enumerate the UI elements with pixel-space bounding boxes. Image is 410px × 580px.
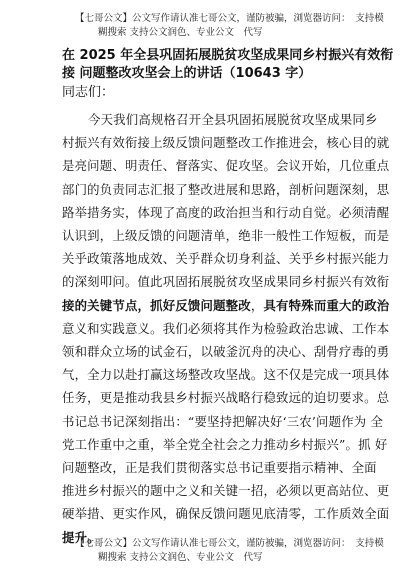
body-line: 关乎政策落地成效、关乎群众切身利益、关乎乡村振兴能力 bbox=[62, 251, 390, 267]
document-title bbox=[62, 47, 407, 83]
body-line: 是亮问题、明责任、督落实、促攻坚。会议开始，几位重点 bbox=[62, 158, 390, 174]
body-line-emphasis bbox=[62, 294, 407, 317]
page-footer-notice bbox=[75, 537, 405, 565]
header-line-1: 【七哥公文】公文写作请认准七哥公文，谨防被骗，浏览器访问： 支持模 bbox=[75, 13, 384, 24]
footer-line-1: 【七哥公文】公文写作请认准七哥公文，谨防被骗，浏览器访问： 支持模 bbox=[75, 538, 384, 549]
body-line: 气，全力以赴打赢这场整改攻坚战。这不仅是完成一项具体 bbox=[62, 367, 390, 383]
body-line-last: 提升。 bbox=[62, 529, 100, 545]
body-line: 的深刻叩问。值此巩固拓展脱贫攻坚成果同乡村振兴有效衔 bbox=[62, 274, 390, 290]
speech-body bbox=[62, 108, 407, 549]
body-line: 任务，更是推动我县乡村振兴战略行稳致远的迫切要求。总 bbox=[62, 390, 390, 406]
body-line: 领和群众立场的试金石，以破釜沉舟的决心、刮骨疗毒的勇 bbox=[62, 344, 390, 360]
body-line: 推进乡村振兴的题中之义和关键一招，必须以更高站位、更 bbox=[62, 483, 390, 499]
body-line: 问题整改，正是我们贯彻落实总书记重要指示精神、全面 bbox=[62, 460, 377, 476]
body-line: 认识到，上级反馈的问题清单，绝非一般性工作短板，而是 bbox=[62, 228, 390, 244]
body-line: 部门的负责同志汇报了整改进展和思路，剖析问题深刻，思 bbox=[62, 181, 390, 197]
bold-phrase: 具有特殊而重大的政治 bbox=[263, 297, 390, 313]
body-line: 硬举措、更实作风，确保反馈问题见底清零，工作质效全面 bbox=[62, 506, 390, 522]
punctuation: ， bbox=[250, 297, 264, 313]
header-line-2: 糊搜索 支持公文润色、专业公文 代写 bbox=[98, 27, 263, 38]
body-line: 党工作重中之重，举全党全社会之力推动乡村振兴”。抓 好 bbox=[62, 436, 388, 452]
bold-phrase: 抓好反馈问题整改 bbox=[150, 297, 251, 313]
bold-phrase: 接的关键节点， bbox=[62, 297, 151, 313]
body-line: 书记总书记深刻指出：“要坚持把解决好‘三农’问题作为 全 bbox=[62, 413, 384, 429]
footer-line-2: 糊搜索 支持公文润色、专业公文 代写 bbox=[98, 552, 263, 563]
title-line-2: 接 问题整改攻坚会上的讲话（10643 字） bbox=[62, 66, 312, 81]
body-line: 今天我们高规格召开全县巩固拓展脱贫攻坚成果同乡 bbox=[88, 112, 378, 127]
greeting: 同志们： bbox=[62, 85, 115, 100]
title-line-1: 在 2025 年全县巩固拓展脱贫攻坚成果同乡村振兴有效衔 bbox=[62, 48, 394, 63]
body-line: 意义和实践意义。我们必须将其作为检验政治忠诚、工作本 bbox=[62, 320, 390, 336]
body-line: 村振兴有效衔接上级反馈问题整改工作推进会，核心目的就 bbox=[62, 135, 390, 151]
page-header-notice bbox=[75, 12, 405, 40]
body-line: 路举措务实，体现了高度的政治担当和行动自觉。必须清醒 bbox=[62, 204, 390, 220]
